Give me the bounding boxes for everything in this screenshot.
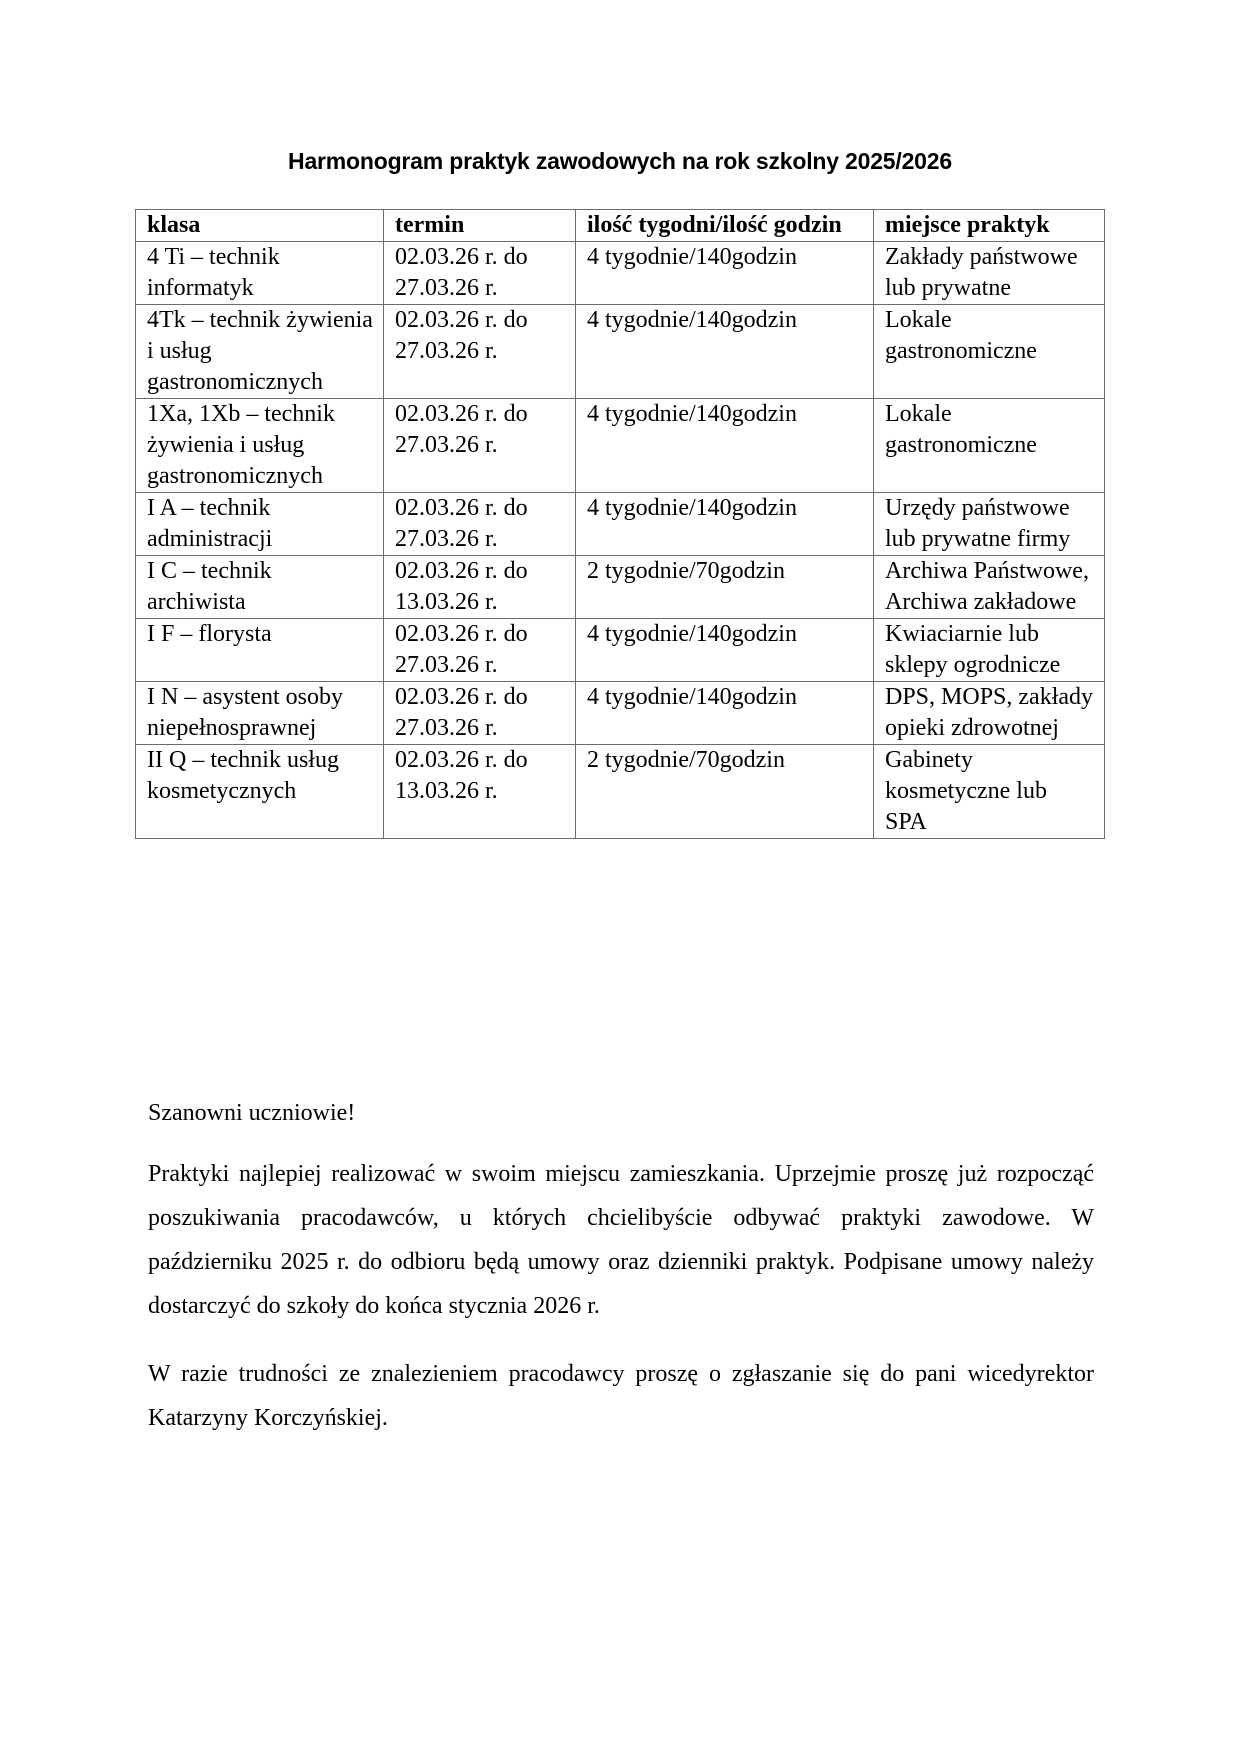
table-row	[136, 556, 1105, 619]
table-row	[136, 493, 1105, 556]
table-row	[136, 745, 1105, 839]
table-header-row	[136, 210, 1105, 242]
letter-paragraph-contact: W razie trudności ze znalezieniem pracodawcy proszę o zgłaszanie się do pani wicedyrektor Katarzyny Korczyńskiej.	[148, 1361, 1094, 1431]
cell-termin: 02.03.26 r. do 27.03.26 r.	[384, 242, 576, 305]
cell-miejsce: Archiwa Państwowe, Archiwa zakładowe	[874, 556, 1105, 619]
column-header-miejsce: miejsce praktyk	[874, 210, 1105, 242]
letter-greeting: Szanowni uczniowie!	[148, 1100, 356, 1126]
cell-miejsce: Zakłady państwowe lub prywatne	[874, 242, 1105, 305]
cell-miejsce: Urzędy państwowe lub prywatne firmy	[874, 493, 1105, 556]
cell-ilosc: 4 tygodnie/140godzin	[576, 399, 874, 493]
cell-termin: 02.03.26 r. do 27.03.26 r.	[384, 493, 576, 556]
cell-klasa: II Q – technik usług kosmetycznych	[136, 745, 384, 839]
table-row	[136, 619, 1105, 682]
letter-paragraph-instructions: Praktyki najlepiej realizować w swoim miejscu zamieszkania. Uprzejmie proszę już rozpocząć poszukiwania pracodawców, u których chcielibyście odbywać praktyki zawodowe. W październiku 2025 r. do odbioru będą umowy oraz dzienniki praktyk. Podpisane umowy należy dostarczyć do szkoły do końca stycznia 2026 r.	[148, 1161, 1094, 1319]
column-header-ilosc: ilość tygodni/ilość godzin	[576, 210, 874, 242]
cell-ilosc: 4 tygodnie/140godzin	[576, 242, 874, 305]
cell-miejsce: Lokale gastronomiczne	[874, 399, 1105, 493]
table-row	[136, 242, 1105, 305]
table-row	[136, 682, 1105, 745]
cell-klasa: 4Tk – technik żywienia i usług gastronomicznych	[136, 305, 384, 399]
column-header-klasa: klasa	[136, 210, 384, 242]
cell-ilosc: 4 tygodnie/140godzin	[576, 619, 874, 682]
cell-miejsce: Gabinety kosmetyczne lub SPA	[874, 745, 1105, 839]
table-row	[136, 305, 1105, 399]
cell-ilosc: 2 tygodnie/70godzin	[576, 745, 874, 839]
cell-klasa: 1Xa, 1Xb – technik żywienia i usług gastronomicznych	[136, 399, 384, 493]
cell-miejsce: Lokale gastronomiczne	[874, 305, 1105, 399]
cell-termin: 02.03.26 r. do 13.03.26 r.	[384, 556, 576, 619]
cell-termin: 02.03.26 r. do 13.03.26 r.	[384, 745, 576, 839]
cell-miejsce: DPS, MOPS, zakłady opieki zdrowotnej	[874, 682, 1105, 745]
cell-ilosc: 4 tygodnie/140godzin	[576, 682, 874, 745]
table-row	[136, 399, 1105, 493]
cell-termin: 02.03.26 r. do 27.03.26 r.	[384, 399, 576, 493]
cell-ilosc: 4 tygodnie/140godzin	[576, 493, 874, 556]
cell-termin: 02.03.26 r. do 27.03.26 r.	[384, 305, 576, 399]
cell-termin: 02.03.26 r. do 27.03.26 r.	[384, 682, 576, 745]
schedule-table	[135, 209, 1105, 839]
cell-klasa: 4 Ti – technik informatyk	[136, 242, 384, 305]
cell-miejsce: Kwiaciarnie lub sklepy ogrodnicze	[874, 619, 1105, 682]
cell-klasa: I C – technik archiwista	[136, 556, 384, 619]
cell-ilosc: 4 tygodnie/140godzin	[576, 305, 874, 399]
cell-klasa: I A – technik administracji	[136, 493, 384, 556]
document-title: Harmonogram praktyk zawodowych na rok szkolny 2025/2026	[288, 148, 952, 174]
cell-klasa: I F – florysta	[136, 619, 384, 682]
column-header-termin: termin	[384, 210, 576, 242]
cell-ilosc: 2 tygodnie/70godzin	[576, 556, 874, 619]
cell-klasa: I N – asystent osoby niepełnosprawnej	[136, 682, 384, 745]
cell-termin: 02.03.26 r. do 27.03.26 r.	[384, 619, 576, 682]
